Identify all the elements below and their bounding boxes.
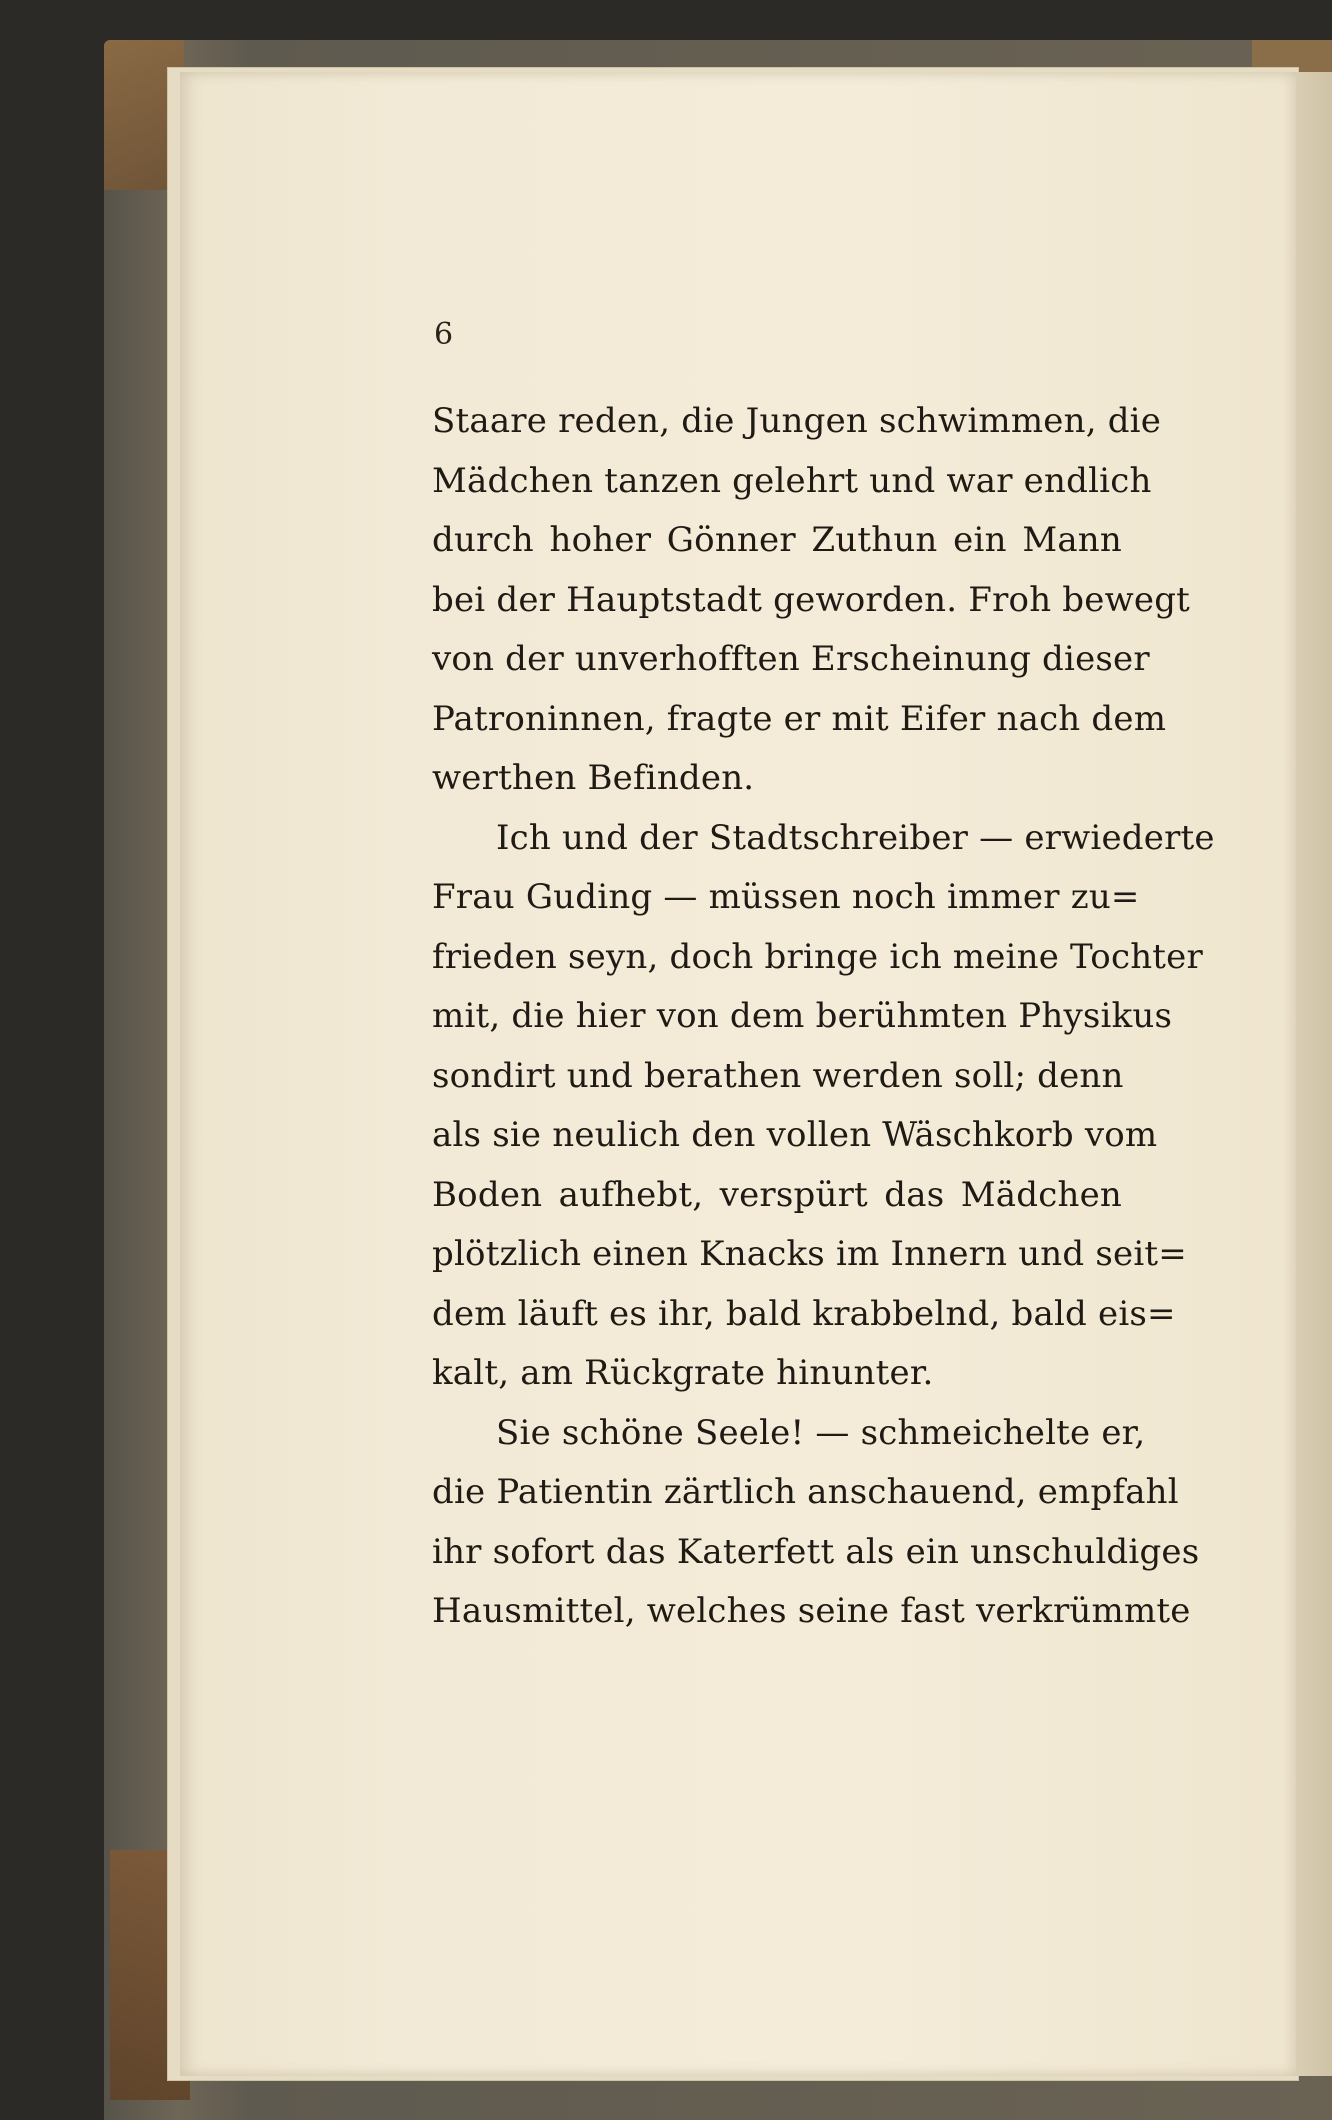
text-line: Patroninnen, fragte er mit Eifer nach dem xyxy=(432,698,1167,739)
text-line: Sie schöne Seele! — schmeichelte er, xyxy=(496,1412,1146,1453)
text-line: werthen Befinden. xyxy=(432,758,755,798)
text-line: durch hoher Gönner Zuthun ein Mann xyxy=(432,520,1122,560)
text-line: dem läuft es ihr, bald krabbelnd, bald eis= xyxy=(432,1293,1176,1334)
text-line: die Patientin zärtlich anschauend, empfahl xyxy=(432,1472,1179,1512)
text-line: Frau Guding — müssen noch immer zu= xyxy=(432,877,1140,917)
text-line: Mädchen tanzen gelehrt und war endlich xyxy=(432,460,1152,501)
text-line: Staare reden, die Jungen schwimmen, die xyxy=(432,401,1162,441)
text-line: Boden aufhebt, verspürt das Mädchen xyxy=(432,1174,1122,1215)
page-text xyxy=(432,392,1215,1642)
text-line: als sie neulich den vollen Wäschkorb vom xyxy=(432,1115,1158,1155)
text-line: Ich und der Stadtschreiber — erwiederte xyxy=(496,817,1215,858)
text-line: mit, die hier von dem berühmten Physikus xyxy=(432,996,1173,1036)
text-line: plötzlich einen Knacks im Innern und seit= xyxy=(432,1234,1187,1274)
text-line: kalt, am Rückgrate hinunter. xyxy=(432,1353,934,1393)
text-line: ihr sofort das Katerfett als ein unschuldiges xyxy=(432,1531,1200,1572)
text-line: frieden seyn, doch bringe ich meine Tochter xyxy=(432,936,1203,977)
text-line: Hausmittel, welches seine fast verkrümmte xyxy=(432,1591,1191,1631)
page-number: 6 xyxy=(434,317,454,352)
next-page-edge xyxy=(1296,72,1332,2076)
text-line: sondirt und berathen werden soll; denn xyxy=(432,1055,1124,1096)
text-line: bei der Hauptstadt geworden. Froh bewegt xyxy=(432,579,1191,620)
text-line: von der unverhofften Erscheinung dieser xyxy=(432,639,1150,679)
